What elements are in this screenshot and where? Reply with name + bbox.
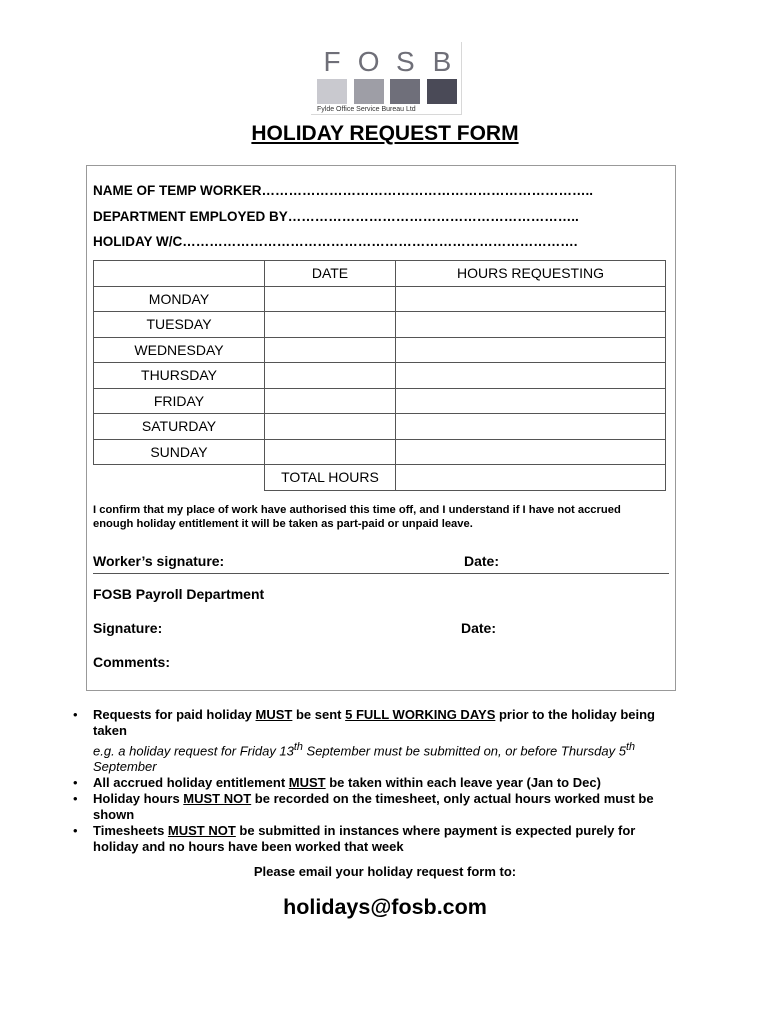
example-superscript: th (625, 741, 635, 753)
logo-letters (317, 46, 457, 78)
header-date: DATE (265, 261, 396, 287)
logo-bar (427, 79, 457, 104)
hours-cell[interactable] (396, 286, 666, 312)
note-example (93, 739, 680, 775)
example-superscript: th (293, 741, 303, 753)
fosb-logo (311, 42, 463, 116)
note-text: All accrued holiday entitlement (93, 775, 289, 791)
payroll-signature-label: Signature: (93, 620, 163, 636)
logo-bar (317, 79, 347, 104)
date-cell[interactable] (265, 286, 396, 312)
date-cell[interactable] (265, 439, 396, 465)
table-row (94, 312, 666, 338)
note-emphasis: MUST NOT (183, 791, 252, 807)
list-item (60, 791, 680, 823)
hours-cell[interactable] (396, 312, 666, 338)
note-text: be sent (292, 707, 346, 722)
note-text: Timesheets (93, 823, 168, 839)
date-cell[interactable] (265, 414, 396, 440)
note-emphasis: 5 FULL WORKING DAYS (345, 707, 496, 722)
confirmation-text: I confirm that my place of work have authorised this time off, and I understand if I have not accrued enough holiday entitlement it will be taken as part-paid or unpaid leave. (93, 504, 621, 530)
hours-cell[interactable] (396, 363, 666, 389)
note-text: prior to the holiday being taken (93, 707, 655, 738)
list-item (60, 775, 680, 791)
hours-cell[interactable] (396, 414, 666, 440)
worker-signature-label: Worker’s signature: (93, 553, 225, 569)
temp-worker-name-field[interactable]: NAME OF TEMP WORKER……………………………………………………………….. (93, 183, 594, 198)
hours-table (93, 260, 666, 491)
email-address[interactable]: holidays@fosb.com (283, 895, 487, 919)
date-cell[interactable] (265, 363, 396, 389)
signature-divider (93, 573, 669, 574)
logo-letter-s: S (395, 46, 415, 77)
list-item (60, 823, 680, 855)
note-text: Requests for paid holiday (93, 707, 256, 722)
notes-list (60, 707, 680, 855)
hours-cell[interactable] (396, 439, 666, 465)
holiday-wc-field[interactable]: HOLIDAY W/C……………………………………………………………………………. (93, 234, 578, 249)
email-prompt: Please email your holiday request form to: (253, 864, 517, 879)
table-total-row (94, 465, 666, 491)
date-cell[interactable] (265, 312, 396, 338)
comments-label: Comments: (93, 654, 171, 670)
list-item (60, 707, 680, 775)
example-text: e.g. a holiday request for Friday 13 (93, 743, 294, 759)
note-text: Holiday hours (93, 791, 184, 807)
table-row (94, 286, 666, 312)
logo-letter-o: O (357, 46, 380, 77)
example-text: September must be submitted on, or before Thursday 5 (302, 743, 626, 759)
table-header-row (94, 261, 666, 287)
table-row (94, 414, 666, 440)
logo-bars (317, 79, 457, 104)
logo-letter-b: B (432, 46, 452, 77)
note-emphasis: MUST (255, 707, 293, 722)
payroll-date-label: Date: (461, 620, 497, 636)
date-cell[interactable] (265, 337, 396, 363)
example-text: September (93, 759, 157, 775)
page-title: HOLIDAY REQUEST FORM (251, 122, 519, 145)
date-cell[interactable] (265, 388, 396, 414)
logo-bar (354, 79, 384, 104)
payroll-heading: FOSB Payroll Department (93, 586, 265, 602)
empty-cell (94, 465, 265, 491)
table-row (94, 363, 666, 389)
note-emphasis: MUST NOT (167, 823, 236, 839)
table-row (94, 337, 666, 363)
hours-cell[interactable] (396, 388, 666, 414)
note-emphasis: MUST (288, 775, 326, 791)
logo-letter-f: F (323, 46, 341, 77)
total-hours-cell[interactable] (396, 465, 666, 491)
logo-tagline: Fylde Office Service Bureau Ltd (317, 106, 416, 113)
note-text: be submitted in instances where payment is expected purely for holiday and no hours have been worked that week (93, 823, 636, 855)
day-label: WEDNESDAY (94, 337, 265, 363)
day-label: FRIDAY (94, 388, 265, 414)
table-row (94, 388, 666, 414)
day-label: SATURDAY (94, 414, 265, 440)
logo-bar (390, 79, 420, 104)
worker-date-label: Date: (464, 553, 500, 569)
note-text: be recorded on the timesheet, only actual hours worked must be shown (93, 791, 654, 823)
note-text: be taken within each leave year (Jan to Dec) (325, 775, 601, 791)
table-row (94, 439, 666, 465)
header-hours: HOURS REQUESTING (396, 261, 666, 287)
total-hours-label: TOTAL HOURS (265, 465, 396, 491)
day-label: MONDAY (94, 286, 265, 312)
hours-cell[interactable] (396, 337, 666, 363)
header-day (94, 261, 265, 287)
day-label: THURSDAY (94, 363, 265, 389)
day-label: TUESDAY (94, 312, 265, 338)
day-label: SUNDAY (94, 439, 265, 465)
department-field[interactable]: DEPARTMENT EMPLOYED BY……………………………………………………….. (93, 209, 579, 224)
